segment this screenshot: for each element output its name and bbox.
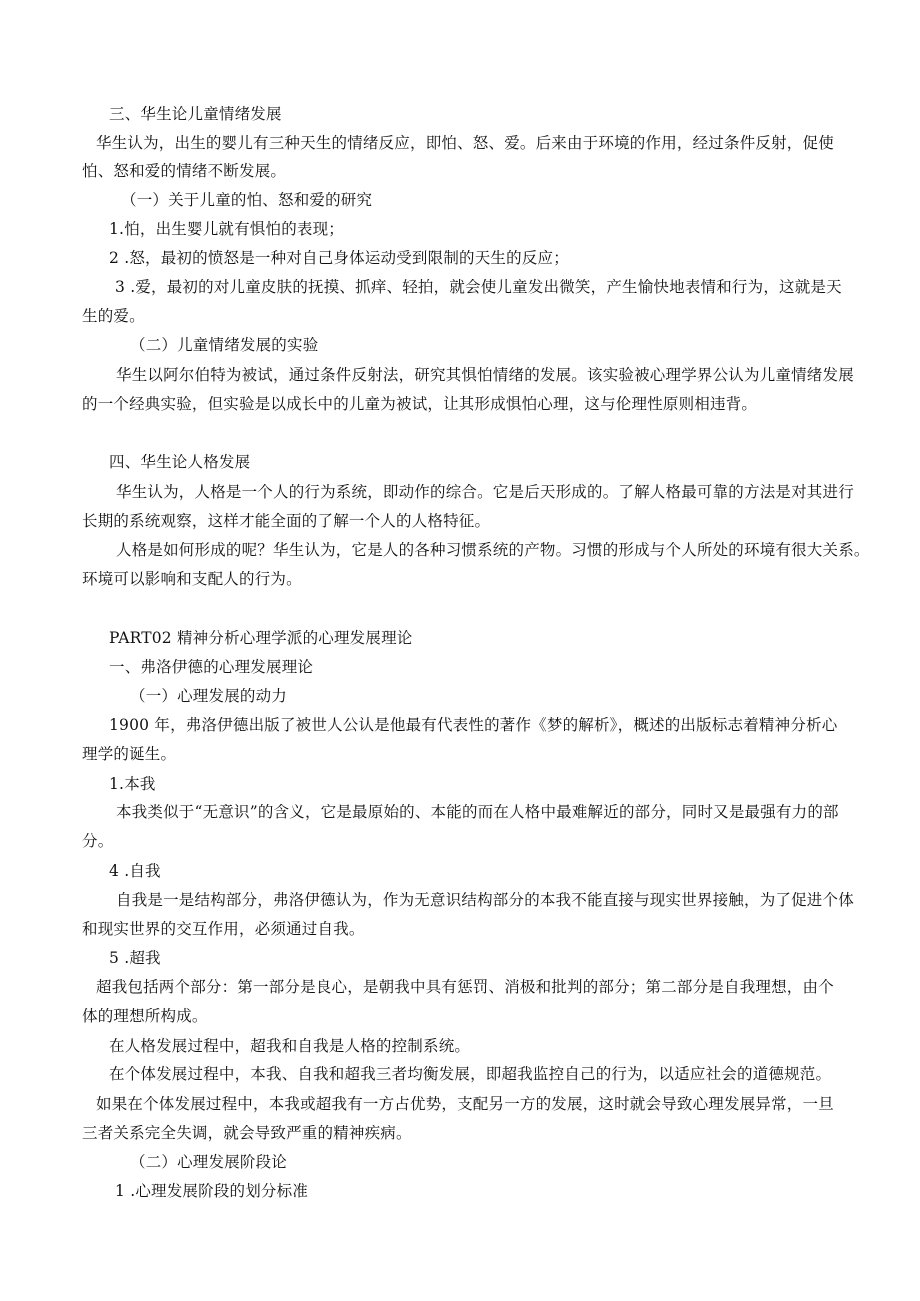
list-item: 2 .怒，最初的愤怒是一种对自己身体运动受到限制的天生的反应；: [109, 249, 569, 267]
paragraph-line: 的一个经典实验，但实验是以成长中的儿童为被试，让其形成惧怕心理，这与伦理性原则相违背。: [82, 395, 758, 413]
paragraph-line: 生的爱。: [82, 307, 145, 325]
part-heading: PART02 精神分析心理学派的心理发展理论: [109, 629, 413, 647]
paragraph-line: 本我类似于“无意识”的含义，它是最原始的、本能的而在人格中最难解近的部分，同时又是最强有力的部: [116, 803, 839, 821]
paragraph-line: 自我是一是结构部分，弗洛伊德认为，作为无意识结构部分的本我不能直接与现实世界接触，为了促进个体: [116, 891, 854, 909]
heading-section-1: 一、弗洛伊德的心理发展理论: [109, 658, 314, 676]
list-item: 5 .超我: [109, 949, 161, 967]
subheading: （二）心理发展阶段论: [130, 1153, 288, 1171]
paragraph-line: 华生认为，人格是一个人的行为系统，即动作的综合。它是后天形成的。了解人格最可靠的方法是对其进行: [116, 483, 854, 501]
paragraph-line: 理学的诞生。: [82, 745, 177, 763]
paragraph-line: 人格是如何形成的呢？华生认为，它是人的各种习惯系统的产物。习惯的形成与个人所处的环境有很大关系。: [116, 541, 870, 559]
paragraph-line: 在个体发展过程中，本我、自我和超我三者均衡发展，即超我监控自己的行为，以适应社会的道德规范。: [109, 1065, 832, 1083]
paragraph-line: 华生认为，出生的婴儿有三种天生的情绪反应，即怕、怒、爱。后来由于环境的作用，经过条件反射，促使: [96, 134, 834, 152]
paragraph-line: 和现实世界的交互作用，必须通过自我。: [82, 920, 365, 938]
heading-section-3: 三、华生论儿童情绪发展: [109, 105, 282, 123]
paragraph-line: 体的理想所构成。: [82, 1007, 208, 1025]
list-item: 1.本我: [109, 775, 156, 793]
subheading: （一）心理发展的动力: [130, 687, 288, 705]
paragraph-line: 1900 年，弗洛伊德出版了被世人公认是他最有代表性的著作《梦的解析》，概述的出版标志着精神分析心: [109, 716, 838, 734]
list-item: 4 .自我: [109, 862, 161, 880]
paragraph-line: 超我包括两个部分：第一部分是良心，是朝我中具有惩罚、消极和批判的部分；第二部分是自我理想，由个: [96, 978, 834, 996]
paragraph-line: 环境可以影响和支配人的行为。: [82, 570, 302, 588]
list-item: 3 .爱，最初的对儿童皮肤的抚摸、抓痒、轻拍，就会使儿童发出微笑，产生愉快地表情和行为，这就是天: [115, 278, 842, 296]
paragraph-line: 三者关系完全失调，就会导致严重的精神疾病。: [82, 1124, 412, 1142]
list-item: 1 .心理发展阶段的划分标准: [115, 1182, 309, 1200]
paragraph-line: 分。: [82, 832, 114, 850]
paragraph-line: 如果在个体发展过程中，本我或超我有一方占优势，支配另一方的发展，这时就会导致心理发展异常，一旦: [96, 1095, 834, 1113]
paragraph-line: 长期的系统观察，这样才能全面的了解一个人的人格特征。: [82, 512, 491, 530]
subheading: （二）儿童情绪发展的实验: [130, 336, 319, 354]
list-item: 1.怕，出生婴儿就有惧怕的表现；: [109, 220, 344, 238]
paragraph-line: 怕、怒和爱的情绪不断发展。: [82, 162, 287, 180]
subheading: （一）关于儿童的怕、怒和爱的研究: [121, 191, 373, 209]
paragraph-line: 华生以阿尔伯特为被试，通过条件反射法，研究其惧怕情绪的发展。该实验被心理学界公认为儿童情绪发展: [116, 366, 854, 384]
heading-section-4: 四、华生论人格发展: [109, 453, 251, 471]
paragraph-line: 在人格发展过程中，超我和自我是人格的控制系统。: [109, 1037, 471, 1055]
